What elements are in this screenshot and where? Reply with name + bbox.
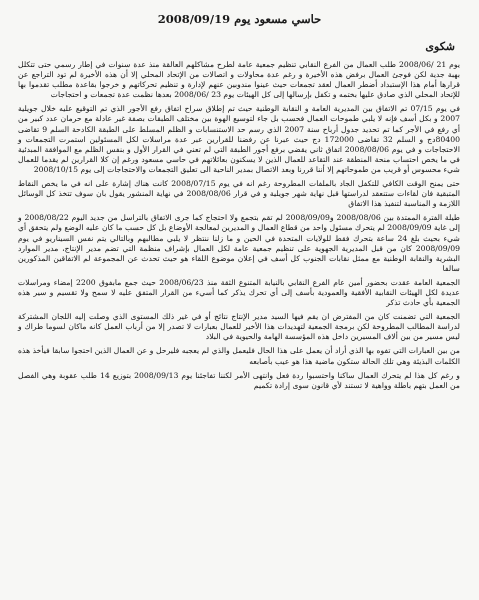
paragraph: في يوم 07/15 تم الاتفاق بين المديرية العامة و النقابة الوطنية حيث تم إطلاق سراح اتفاق رفع الأجور الذي تم التوقيع عليه خلال جويلية 2007 و بكل أسف فإنه لا يلبي طموحات العمال فحسب بل جاء لتوسيع الهوة بين مختلف الطبقات بصفة غير عادلة مع حرمان عدد كبير من أي رفع في الأجر كما تم تحديد جدول أرباح سنة 2007 الذي رسم حد الاستنسابات و الظلم المسلط على الطبقة الكادحة السلم 9 تقاضى 80400دج و السلم 32 تقاضى 172000 دج حيث عبرنا عن رفضنا للقرارين عبر عدة مراسلات لكل المسئولين استمرت التجمعات و الاحتجاجات و في يوم 2008/08/06 اتفاق ثاني يقضي برفع أجور الطبقة التي لم تعني في القرار الأول و بنفس الظلم مع الموافقة المبدئية في ما يخص احتساب منحة المنطقة عند التقاعد للعمال الذين لا يسكنون بعائلاتهم في حاسي مسعود ورغم إن كلا القرارين لم يقدما للعمال شيء محسوس أو قريب من طموحاتهم إلا أننا قررنا وبعد الاتصال بمدير الناحية الى تعليق التجمعات والاحتجاجات إلى يوم 2008/10/15	[18, 104, 461, 174]
paragraph: يوم 21 /2008/06 طلب العمال من الفرع النقابي تنظيم جمعية عامة لطرح مشاكلهم العالقة منذ عدة سنوات في إطار رسمي حتى تتكلل بهبة جدية لكن فوجئ العمال برفض هذه الأخيرة و رغم عدة محاولات و اتصالات من الإتحاد المحلي إلا أن هذه الأخيرة لم تود التراجع عن قرارها أمام هذا الإستبداد أضطر العمال لعقد تجمعات حيث عينوا مندوبين عنهم لإدارة و تنظيم تحركاتهم و خرجوا بقاعدة مطلب تقدموا بها للإتحاد المحلي الذي صادق عليها بختمه و تكفل بإرسالها إلى كل الهيئات يوم 23 /2008/06 بعدها نظمت عدة تجمعات و احتجاجات	[18, 60, 460, 100]
paragraph: الجمعية التي تضمنت كان من المفترض ان يقم فيها السيد مدير الإنتاج نتائج أو في غير ذلك المستوى الذي وصلت إليه اللجان المشتركة لدراسة المطالب المطروحة لكن برمجة الجمعية لتهديدات هذا الأخير للعمال بعبارات لا تصدر إلا من أرباب العمل كانه ماكان لسوما طراك و ليس مسير من بين ألاف المسيرين داخل هذه المؤسسة الهامة والحيوية في البلاد	[18, 312, 460, 342]
letter-subject: شكوى	[425, 40, 455, 53]
paragraph: حتى يمنح الوقت الكافي للتكفل الجاد بالملفات المطروحة رغم انه في يوم 2008/07/15 كانت هناك إشارة على انه في ما يخص النقاط المتبقية فان لقاءات ستنعقد لدراستها قبل نهاية شهر جويلية و في قرار 2008/08/06 في نهاية المنشور يقول بان سوف تتخذ كل الوسائل اللازمة و المناسبة لتنفيذ هذا الاتفاق	[18, 179, 460, 209]
paragraph: الجمعية العامة عقدت بحضور أمين عام الفرع النقابي بالنيابة المتنوع الثقة منذ 2008/06/23 حيث جمع مابفوق 2200 إمضاء ومراسلات عديدة لكل الهيئات النقابية الأفقية والعمودية بأسف إلى أي تحرك يذكر كما أسيء من القرار المتفق عليه لا سمح ولا تقسيم و سير هذه الجمعية بأي حادث تذكر	[18, 277, 460, 308]
paragraph: و رغم كل هذا لم يتحرك العمال ساكنا واحتسبوا ردة فعل وانتهى الأمر لكننا تفاجئنا يوم 2008/09/13 بتوزيع 14 طلب عقوبة وهي الفصل من العمل بتهم باطلة وواهية لا تستند لأي قانون سوى إرادة تكميم	[18, 370, 460, 390]
letter-body	[18, 60, 460, 393]
paragraph: من بين العبارات التي تفوه بها الذي أراد أن يعمل على هذا الحال فليعمل والذي لم يعجبه فليرحل و عن العمال الذين احتجوا سابقا فيأخذ هذه الكلمات البذيئة وهي تلك الحالة ستكون ماضية هذا هو عيب بأصابعه	[18, 346, 460, 366]
letter-date-location: حاسي مسعود يوم 2008/09/19	[157, 12, 322, 26]
paragraph: طيلة الفترة الممتدة بين 2008/08/06 و2008/09/09 لم تقم بتجمع ولا احتجاج كما جرى الاتفاق بالتراسل من جديد اليوم 2008/08/22 و إلى غاية 2008/09/09 لم يتحرك مسئول واحد من قطاع العمال و المديرين لمعالجة الأوضاع بل كل حسب ما كان عليه الوضع ولم يتحقق أي شيء بحيث بلغ 24 ساعة بتحرك فقط للولايات المتحدة في الحين و ما زلنا ننتظر لا يلبي مطالبهم وبالتالي يتم نفس السيناريو في يوم 2008/09/09 كان من قبل المديرية الجهوية على تنظيم جمعية عامة لكل العمال بإشراف منظمة التي تضم مدير الإنتاج، مدير الموارد البشرية والنقابة الوطنية مع ممثل نقابات الجنوب كل أسف في إعلان موضوع اللقاء هو حيث تحدث عن المجموعة لم الاتفاقين المذكورين سالفا	[18, 213, 461, 273]
